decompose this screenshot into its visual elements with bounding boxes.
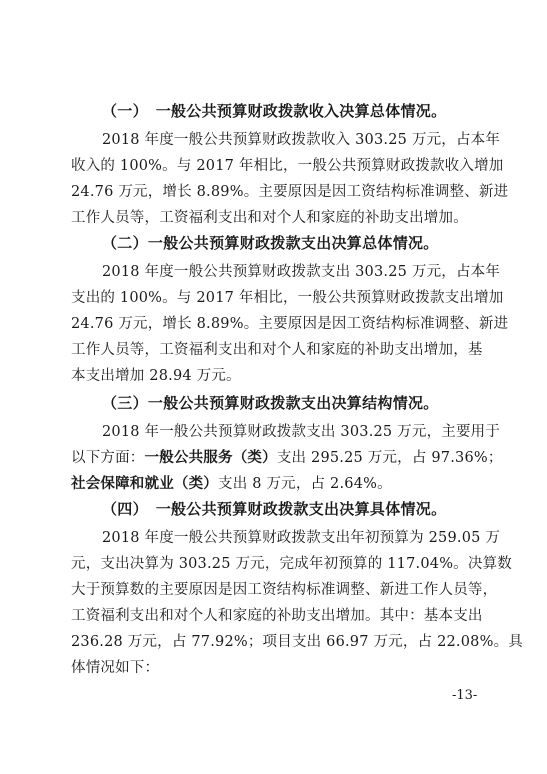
page-number: -13- [452,688,478,703]
section-1-line-3: 24.76 万元，增长 8.89%。主要原因是因工资结构标准调整、新进 [71,184,509,200]
section-4-line-4: 工资福利支出和对个人和家庭的补助支出增加。其中：基本支出 [71,608,483,624]
section-1-line-1: 2018 年度一般公共预算财政拨款收入 303.25 万元，占本年 [102,132,501,148]
section-4-line-6: 体情况如下： [71,660,160,676]
section-3-line-2-lead: 以下方面： [71,450,145,466]
section-2-line-3: 24.76 万元，增长 8.89%。主要原因是因工资结构标准调整、新进 [71,316,509,332]
section-4-line-2: 元，支出决算为 303.25 万元，完成年初预算的 117.04%。决算数 [71,556,512,572]
section-4-heading: （四） 一般公共预算财政拨款支出决算具体情况。 [102,500,447,518]
section-1-line-4: 工作人员等，工资福利支出和对个人和家庭的补助支出增加。 [71,210,468,226]
section-2-line-2: 支出的 100%。与 2017 年相比，一般公共预算财政拨款支出增加 [71,290,504,306]
category-general-public-services: 一般公共服务（类） [144,450,277,466]
section-3-heading: （三）一般公共预算财政拨款支出决算结构情况。 [102,394,439,412]
section-2-line-5: 本支出增加 28.94 万元。 [71,368,241,384]
section-3-line-3 [71,472,392,493]
section-4-line-3: 大于预算数的主要原因是因工资结构标准调整、新进工作人员等， [71,582,498,598]
section-2-line-4: 工作人员等，工资福利支出和对个人和家庭的补助支出增加，基 [71,342,483,358]
category-social-security-employment: 社会保障和就业（类） [71,476,218,492]
section-4-line-5: 236.28 万元，占 77.92%；项目支出 66.97 万元，占 22.08%。具 [71,634,523,650]
section-4-line-1: 2018 年度一般公共预算财政拨款支出年初预算为 259.05 万 [102,530,501,546]
section-3-line-1: 2018 年一般公共预算财政拨款支出 303.25 万元，主要用于 [102,424,501,440]
section-1-heading: （一） 一般公共预算财政拨款收入决算总体情况。 [102,102,447,120]
section-2-line-1: 2018 年度一般公共预算财政拨款支出 303.25 万元，占本年 [102,264,501,280]
section-1-line-2: 收入的 100%。与 2017 年相比，一般公共预算财政拨款收入增加 [71,158,504,174]
section-2-heading: （二）一般公共预算财政拨款支出决算总体情况。 [102,234,439,252]
section-3-line-2 [71,446,503,467]
section-3-line-3-tail: 支出 8 万元，占 2.64%。 [218,476,392,492]
section-3-line-2-tail: 支出 295.25 万元，占 97.36%； [276,450,503,466]
